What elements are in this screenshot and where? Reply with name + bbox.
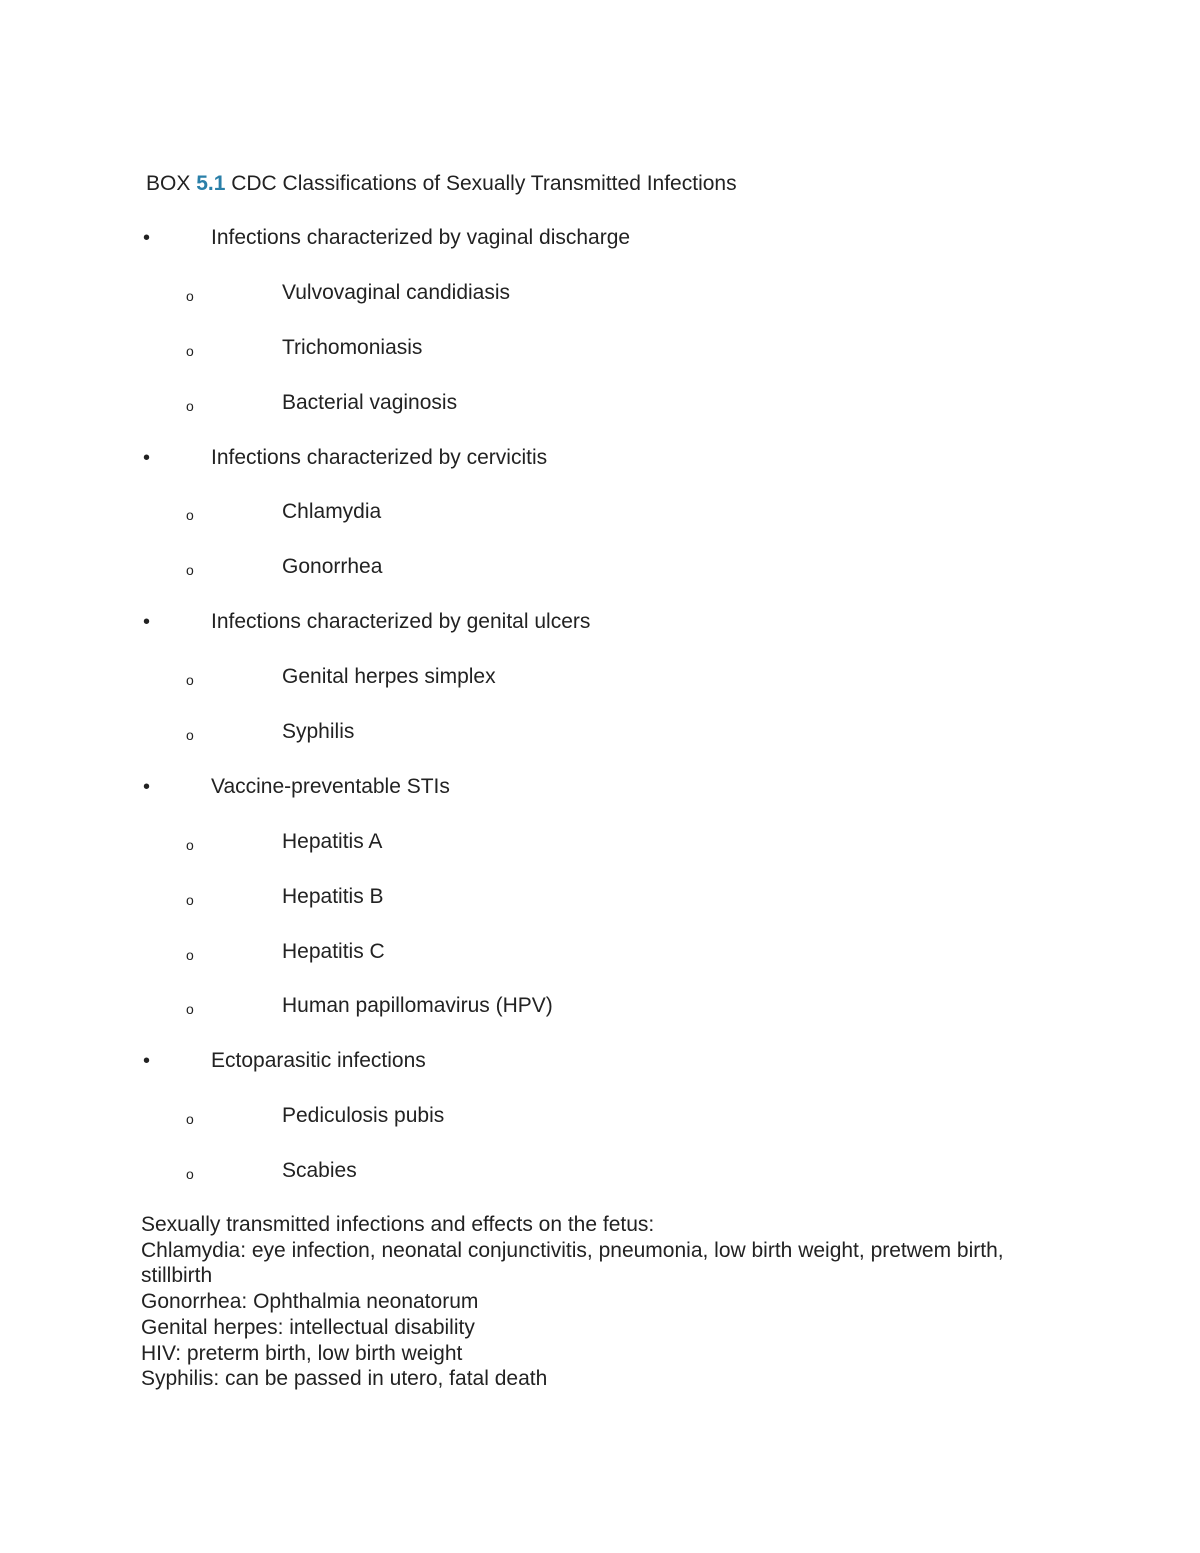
infection-label: Scabies <box>282 1159 357 1183</box>
circle-bullet-icon: o <box>186 891 194 908</box>
circle-bullet-icon: o <box>186 1111 194 1128</box>
infection-row <box>0 390 1200 445</box>
fetal-effects-section <box>141 1212 1041 1392</box>
infection-label: Hepatitis B <box>282 884 384 908</box>
circle-bullet-icon: o <box>186 836 194 853</box>
fetal-effect-line: Syphilis: can be passed in utero, fatal death <box>141 1367 548 1391</box>
classification-outline <box>0 225 1200 1213</box>
infection-row <box>0 280 1200 335</box>
circle-bullet-icon: o <box>186 672 194 689</box>
infection-label: Hepatitis C <box>282 939 385 963</box>
category-row <box>0 1048 1200 1103</box>
fetal-effects-heading: Sexually transmitted infections and effects on the fetus: <box>141 1213 655 1236</box>
infection-row <box>0 335 1200 390</box>
infection-row <box>0 1103 1200 1158</box>
box-number: 5.1 <box>196 172 226 195</box>
infection-label: Chlamydia <box>282 500 382 524</box>
bullet-icon: • <box>143 1050 151 1073</box>
bullet-icon: • <box>143 446 151 469</box>
category-label: Infections characterized by cervicitis <box>211 445 548 469</box>
fetal-effect-line: Genital herpes: intellectual disability <box>141 1315 475 1339</box>
circle-bullet-icon: o <box>186 397 194 414</box>
infection-row <box>0 829 1200 884</box>
circle-bullet-icon: o <box>186 727 194 744</box>
infection-label: Pediculosis pubis <box>282 1104 445 1128</box>
fetal-effect-line: Gonorrhea: Ophthalmia neonatorum <box>141 1290 479 1314</box>
infection-row <box>0 939 1200 994</box>
category-row <box>0 609 1200 664</box>
fetal-effect-line: Chlamydia: eye infection, neonatal conjunctivitis, pneumonia, low birth weight, pretwem birth, stillbirth <box>141 1238 1004 1288</box>
circle-bullet-icon: o <box>186 1166 194 1183</box>
infection-row <box>0 499 1200 554</box>
infection-label: Vulvovaginal candidiasis <box>282 280 511 304</box>
category-row <box>0 774 1200 829</box>
infection-label: Hepatitis A <box>282 829 383 853</box>
infection-label: Bacterial vaginosis <box>282 390 458 414</box>
infection-label: Trichomoniasis <box>282 335 423 359</box>
infection-label: Gonorrhea <box>282 555 383 579</box>
infection-row <box>0 884 1200 939</box>
circle-bullet-icon: o <box>186 287 194 304</box>
infection-label: Genital herpes simplex <box>282 665 496 689</box>
circle-bullet-icon: o <box>186 342 194 359</box>
circle-bullet-icon: o <box>186 562 194 579</box>
category-label: Infections characterized by vaginal discharge <box>211 226 631 249</box>
infection-row <box>0 664 1200 719</box>
category-label: Infections characterized by genital ulcers <box>211 610 591 634</box>
infection-row <box>0 993 1200 1048</box>
infection-label: Human papillomavirus (HPV) <box>282 994 553 1018</box>
infection-row <box>0 1158 1200 1213</box>
infection-row <box>0 719 1200 774</box>
fetal-effect-line: HIV: preterm birth, low birth weight <box>141 1341 463 1365</box>
bullet-icon: • <box>143 775 151 798</box>
bullet-icon: • <box>143 227 151 249</box>
infection-label: Syphilis <box>282 720 355 744</box>
box-title <box>146 170 737 198</box>
category-row <box>0 445 1200 500</box>
circle-bullet-icon: o <box>186 507 194 524</box>
category-label: Ectoparasitic infections <box>211 1049 426 1073</box>
circle-bullet-icon: o <box>186 946 194 963</box>
box-title-text: CDC Classifications of Sexually Transmitted Infections <box>225 172 737 195</box>
circle-bullet-icon: o <box>186 1001 194 1018</box>
category-label: Vaccine-preventable STIs <box>211 774 450 798</box>
box-prefix: BOX <box>146 172 197 195</box>
bullet-icon: • <box>143 611 151 634</box>
category-row <box>0 225 1200 280</box>
infection-row <box>0 554 1200 609</box>
